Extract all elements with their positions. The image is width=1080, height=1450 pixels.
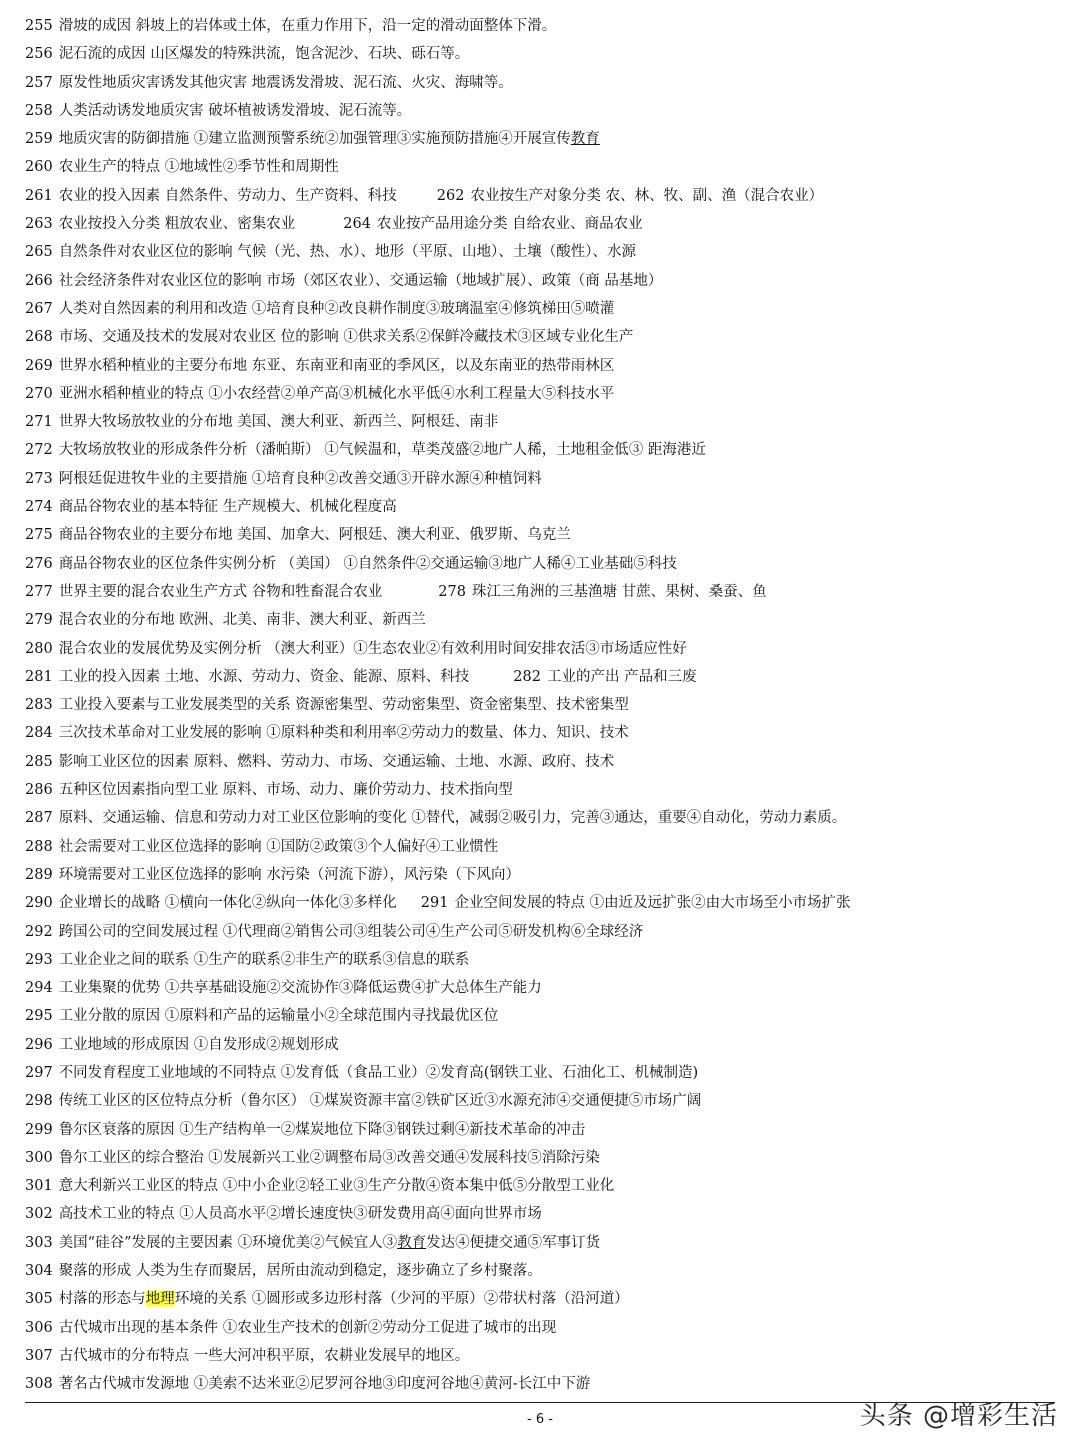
item-text: 大牧场放牧业的形成条件分析（潘帕斯） ①气候温和，草类茂盛②地广人稀，土地租金低③ 距海港近	[58, 442, 706, 459]
item-number: 272	[25, 442, 53, 459]
text-line	[25, 1002, 1065, 1030]
underlined-term: 教育	[397, 1234, 427, 1251]
item-number: 282	[513, 668, 541, 685]
text-line	[25, 1087, 1065, 1115]
item-number: 263	[25, 216, 53, 233]
item-number: 298	[25, 1093, 53, 1110]
item-number: 304	[25, 1263, 53, 1280]
item-text: 农业的投入因素 自然条件、劳动力、生产资料、科技	[58, 187, 397, 204]
text-line	[25, 380, 1065, 408]
text-line	[25, 748, 1065, 776]
item-number: 274	[25, 499, 53, 516]
item-text: 亚洲水稻种植业的特点 ①小农经营②单产高③机械化水平低④水利工程量大⑤科技水平	[58, 385, 615, 402]
item-text: 商品谷物农业的主要分布地 美国、加拿大、阿根廷、澳大利亚、俄罗斯、乌克兰	[58, 527, 571, 544]
item-number: 290	[25, 895, 53, 912]
text-line	[25, 1116, 1065, 1144]
text-line	[25, 408, 1065, 436]
item-number: 270	[25, 385, 53, 402]
text-line	[25, 1342, 1065, 1370]
item-text: 鲁尔区衰落的原因 ①生产结构单一②煤炭地位下降③钢铁过剩④新技术革命的冲击	[58, 1121, 586, 1138]
item-text: 跨国公司的空间发展过程 ①代理商②销售公司③组装公司④生产公司⑤研发机构⑥全球经济	[58, 923, 644, 940]
item-text: 原发性地质灾害诱发其他灾害 地震诱发滑坡、泥石流、火灾、海啸等。	[58, 74, 513, 91]
item-number: 281	[25, 668, 53, 685]
item-number: 277	[25, 583, 53, 600]
item-number: 292	[25, 923, 53, 940]
item-text: 商品谷物农业的区位条件实例分析 （美国） ①自然条件②交通运输③地广人稀④工业基础⑤科技	[58, 555, 677, 572]
text-line	[25, 1059, 1065, 1087]
text-line	[25, 578, 1065, 606]
item-text: 环境需要对工业区位选择的影响 水污染（河流下游），风污染（下风向）	[58, 866, 521, 883]
text-line	[25, 40, 1065, 68]
item-text: 农业生产的特点 ①地域性②季节性和周期性	[58, 159, 339, 176]
text-line	[25, 153, 1065, 181]
text-line	[25, 1172, 1065, 1200]
item-text: 传统工业区的区位特点分析（鲁尔区） ①煤炭资源丰富②铁矿区近③水源充沛④交通便捷⑤市场广阔	[58, 1093, 702, 1110]
item-text: 世界大牧场放牧业的分布地 美国、澳大利亚、新西兰、阿根廷、南非	[58, 414, 499, 431]
text-line	[25, 493, 1065, 521]
text-line	[25, 323, 1065, 351]
item-number: 285	[25, 753, 53, 770]
item-number: 296	[25, 1036, 53, 1053]
item-text: 泥石流的成因 山区爆发的特殊洪流，饱含泥沙、石块、砾石等。	[58, 46, 470, 63]
item-number: 300	[25, 1149, 53, 1166]
text-line	[25, 1257, 1065, 1285]
item-number: 297	[25, 1064, 53, 1081]
item-text: 社会需要对工业区位选择的影响 ①国防②政策③个人偏好④工业惯性	[58, 838, 499, 855]
item-text: 著名古代城市发源地 ①美索不达米亚②尼罗河谷地③印度河谷地④黄河-长江中下游	[58, 1376, 591, 1393]
page-number: - 6 -	[527, 1412, 553, 1427]
watermark: 头条 @增彩生活	[859, 1401, 1058, 1431]
item-number: 278	[438, 583, 466, 600]
highlighted-term: 地理	[145, 1291, 175, 1308]
item-text: 村落的形态与	[58, 1291, 146, 1308]
item-number: 258	[25, 102, 53, 119]
item-text: 原料、交通运输、信息和劳动力对工业区位影响的变化 ①替代，减弱②吸引力，完善③通达，重要④自动化，劳动力素质。	[58, 810, 847, 827]
item-number: 293	[25, 951, 53, 968]
text-line	[25, 946, 1065, 974]
text-line	[25, 663, 1065, 691]
item-number: 295	[25, 1008, 53, 1025]
item-number: 276	[25, 555, 53, 572]
item-number: 265	[25, 244, 53, 261]
item-number: 283	[25, 697, 53, 714]
item-text: 工业的产出 产品和三废	[546, 668, 697, 685]
text-line	[25, 691, 1065, 719]
text-line	[25, 1229, 1065, 1257]
item-text: 五种区位因素指向型工业 原料、市场、动力、廉价劳动力、技术指向型	[58, 782, 513, 799]
item-text: 工业投入要素与工业发展类型的关系 资源密集型、劳动密集型、资金密集型、技术密集型	[58, 697, 629, 714]
item-text: 珠江三角洲的三基渔塘 甘蔗、果树、桑蚕、鱼	[471, 583, 767, 600]
item-text: 工业集聚的优势 ①共享基础设施②交流协作③降低运费④扩大总体生产能力	[58, 980, 542, 997]
text-line	[25, 606, 1065, 634]
text-line	[25, 1031, 1065, 1059]
item-text: 商品谷物农业的基本特征 生产规模大、机械化程度高	[58, 499, 397, 516]
text-line	[25, 267, 1065, 295]
text-line	[25, 804, 1065, 832]
item-number: 260	[25, 159, 53, 176]
item-text: 意大利新兴工业区的特点 ①中小企业②轻工业③生产分散④资本集中低⑤分散型工业化	[58, 1178, 615, 1195]
item-number: 279	[25, 612, 53, 629]
item-number: 306	[25, 1319, 53, 1336]
text-line	[25, 889, 1065, 917]
item-text: 三次技术革命对工业发展的影响 ①原料种类和利用率②劳动力的数量、体力、知识、技术	[58, 725, 629, 742]
item-number: 303	[25, 1234, 53, 1251]
text-line	[25, 465, 1065, 493]
item-number: 291	[420, 895, 449, 912]
item-number: 286	[25, 782, 53, 799]
item-text: 社会经济条件对农业区位的影响 市场（郊区农业）、交通运输（地域扩展）、政策（商 品基地）	[58, 272, 663, 289]
text-line	[25, 12, 1065, 40]
item-text: 企业增长的战略 ①横向一体化②纵向一体化③多样化	[58, 895, 397, 912]
item-text: 农业按产品用途分类 自给农业、商品农业	[376, 216, 643, 233]
item-number: 302	[25, 1206, 53, 1223]
text-line	[25, 918, 1065, 946]
item-text: 工业企业之间的联系 ①生产的联系②非生产的联系③信息的联系	[58, 951, 470, 968]
item-text: 自然条件对农业区位的影响 气候（光、热、水）、地形（平原、山地）、土壤（酸性）、水源	[58, 244, 637, 261]
item-number: 267	[25, 300, 53, 317]
item-number: 308	[25, 1376, 53, 1393]
item-number: 259	[25, 131, 53, 148]
item-number: 264	[343, 216, 371, 233]
text-line	[25, 833, 1065, 861]
text-line	[25, 1285, 1065, 1313]
item-number: 273	[25, 470, 53, 487]
text-line	[25, 550, 1065, 578]
item-number: 280	[25, 640, 53, 657]
item-text: 人类对自然因素的利用和改造 ①培育良种②改良耕作制度③玻璃温室④修筑梯田⑤喷灌	[58, 300, 615, 317]
text-line	[25, 125, 1065, 153]
item-text: 混合农业的发展优势及实例分析 （澳大利亚）①生态农业②有效利用时间安排农活③市场适应性好	[58, 640, 687, 657]
item-text: 工业分散的原因 ①原料和产品的运输量小②全球范围内寻找最优区位	[58, 1008, 499, 1025]
text-line	[25, 210, 1065, 238]
item-number: 261	[25, 187, 53, 204]
item-number: 257	[25, 74, 53, 91]
item-text: 高技术工业的特点 ①人员高水平②增长速度快③研发费用高④面向世界市场	[58, 1206, 542, 1223]
item-text: 工业地域的形成原因 ①自发形成②规划形成	[58, 1036, 339, 1053]
item-number: 307	[25, 1347, 53, 1364]
item-text: 古代城市出现的基本条件 ①农业生产技术的创新②劳动分工促进了城市的出现	[58, 1319, 557, 1336]
text-line	[25, 436, 1065, 464]
item-number: 301	[25, 1178, 53, 1195]
item-text: 企业空间发展的特点 ①由近及远扩张②由大市场至小市场扩张	[454, 895, 851, 912]
text-line	[25, 635, 1065, 663]
item-number: 305	[25, 1291, 53, 1308]
item-number: 255	[25, 18, 53, 34]
item-text: 不同发育程度工业地域的不同特点 ①发育低（食品工业）②发育高(钢铁工业、石油化工、机械制造)	[58, 1064, 699, 1081]
item-text-continued: 发达④便捷交通⑤军事订货	[426, 1234, 601, 1251]
item-text: 阿根廷促进牧牛业的主要措施 ①培育良种②改善交通③开辟水源④种植饲料	[58, 470, 542, 487]
item-number: 266	[25, 272, 53, 289]
item-text: 工业的投入因素 土地、水源、劳动力、资金、能源、原料、科技	[58, 668, 470, 685]
item-text: 世界水稻种植业的主要分布地 东亚、东南亚和南亚的季风区，以及东南亚的热带雨林区	[58, 357, 615, 374]
text-line	[25, 238, 1065, 266]
item-text: 混合农业的分布地 欧洲、北美、南非、澳大利亚、新西兰	[58, 612, 426, 629]
item-text-continued: 环境的关系 ①圆形或多边形村落（少河的平原）②带状村落（沿河道）	[174, 1291, 629, 1308]
text-line	[25, 295, 1065, 323]
item-text: 聚落的形成 人类为生存而聚居，居所由流动到稳定，逐步确立了乡村聚落。	[58, 1263, 542, 1280]
text-line	[25, 1200, 1065, 1228]
text-line	[25, 719, 1065, 747]
text-line	[25, 974, 1065, 1002]
text-line	[25, 521, 1065, 549]
text-line	[25, 776, 1065, 804]
item-number: 299	[25, 1121, 53, 1138]
item-text: 滑坡的成因 斜坡上的岩体或土体，在重力作用下，沿一定的滑动面整体下滑。	[58, 18, 557, 34]
item-number: 269	[25, 357, 53, 374]
item-text: 农业按生产对象分类 农、林、牧、副、渔（混合农业）	[470, 187, 824, 204]
item-number: 294	[25, 980, 53, 997]
item-number: 262	[436, 187, 465, 204]
item-number: 287	[25, 810, 53, 827]
item-number: 284	[25, 725, 53, 742]
item-text: 地质灾害的防御措施 ①建立监测预警系统②加强管理③实施预防措施④开展宣传	[58, 131, 571, 148]
item-text: 市场、交通及技术的发展对农业区 位的影响 ①供求关系②保鲜冷藏技术③区域专业化生产	[58, 329, 634, 346]
item-number: 271	[25, 414, 53, 431]
item-text: 古代城市的分布特点 一些大河冲积平原，农耕业发展早的地区。	[58, 1347, 470, 1364]
text-line	[25, 1144, 1065, 1172]
item-number: 288	[25, 838, 53, 855]
underlined-term: 教育	[570, 131, 600, 148]
item-text: 鲁尔工业区的综合整治 ①发展新兴工业②调整布局③改善交通④发展科技⑤消除污染	[58, 1149, 600, 1166]
item-text: 世界主要的混合农业生产方式 谷物和牲畜混合农业	[58, 583, 383, 600]
item-text: 美国“硅谷”发展的主要因素 ①环境优美②气候宜人③	[58, 1234, 398, 1251]
item-number: 275	[25, 527, 53, 544]
text-line	[25, 861, 1065, 889]
text-line	[25, 182, 1065, 210]
text-line	[25, 69, 1065, 97]
text-lines	[25, 12, 1065, 1399]
item-number: 289	[25, 866, 53, 883]
item-text: 影响工业区位的因素 原料、燃料、劳动力、市场、交通运输、土地、水源、政府、技术	[58, 753, 615, 770]
text-line	[25, 1314, 1065, 1342]
item-number: 256	[25, 46, 53, 63]
text-line	[25, 352, 1065, 380]
text-line	[25, 97, 1065, 125]
item-text: 人类活动诱发地质灾害 破坏植被诱发滑坡、泥石流等。	[58, 102, 412, 119]
item-number: 268	[25, 329, 53, 346]
item-text: 农业按投入分类 粗放农业、密集农业	[58, 216, 296, 233]
